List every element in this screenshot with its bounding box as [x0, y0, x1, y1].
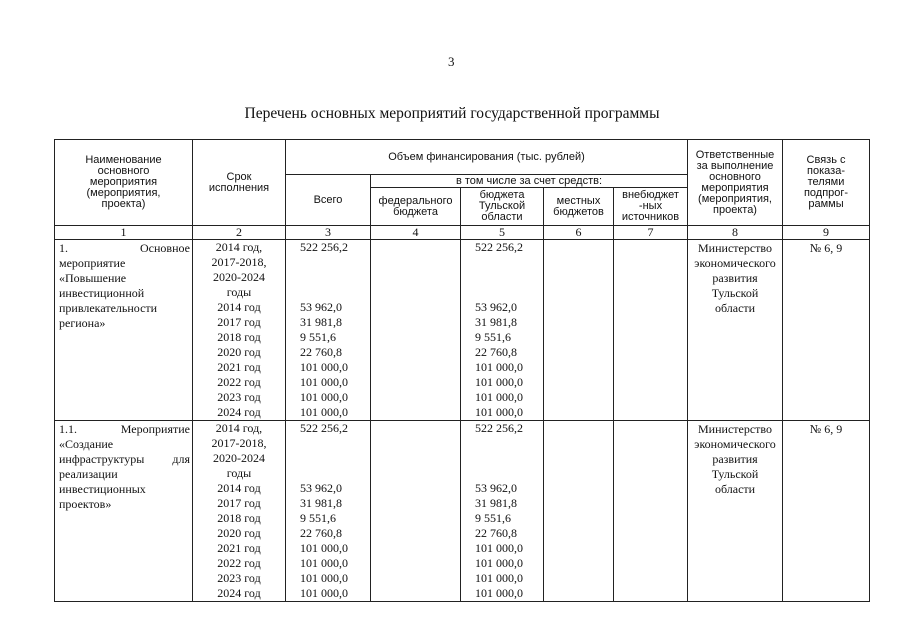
measure-name-line: инвестиционной [59, 286, 145, 300]
terms-line: 2020 год [217, 345, 261, 359]
link-cell: № 6, 9 [783, 421, 870, 602]
measure-name-line: инвестиционных [59, 482, 146, 496]
total-cell [286, 240, 371, 421]
regional-line [475, 270, 543, 285]
regional-line: 101 000,0 [475, 405, 523, 419]
responsible-line: экономического [694, 437, 776, 451]
header-responsible: Ответственные за выполнение основного мероприятия (мероприятия, проекта) [688, 140, 783, 226]
total-line [300, 270, 370, 285]
terms-line: 2023 год [217, 571, 261, 585]
total-line: 522 256,2 [300, 240, 348, 254]
responsible-cell [688, 421, 783, 602]
regional-line [475, 466, 543, 481]
header-link: Связь с показа- телями подпрог- раммы [783, 140, 870, 226]
measure-name-line: 1. Основное [59, 241, 190, 255]
terms-line: 2017 год [217, 496, 261, 510]
regional-line: 31 981,8 [475, 496, 517, 510]
regional-line: 22 760,8 [475, 526, 517, 540]
measure-name-line: реализации [59, 467, 118, 481]
terms-line: 2024 год [217, 405, 261, 419]
regional-cell [461, 421, 544, 602]
responsible-line: области [714, 301, 756, 315]
terms-line: 2022 год [217, 375, 261, 389]
column-number: 6 [544, 226, 614, 240]
total-line [300, 451, 370, 466]
offbudget-cell [614, 421, 688, 602]
header-offbudget: внебюджет -ных источников [614, 188, 688, 226]
terms-line: 2021 год [217, 541, 261, 555]
regional-cell [461, 240, 544, 421]
terms-line: 2023 год [217, 390, 261, 404]
measure-name-cell [55, 240, 193, 421]
total-line: 9 551,6 [300, 330, 336, 344]
header-total: Всего [286, 175, 371, 226]
regional-line [475, 285, 543, 300]
terms-line: 2020 год [217, 526, 261, 540]
terms-line: 2017-2018, [211, 436, 267, 450]
regional-line: 101 000,0 [475, 360, 523, 374]
measure-name-line: 1.1. Мероприятие [59, 422, 190, 436]
total-line: 31 981,8 [300, 315, 342, 329]
regional-line: 522 256,2 [475, 421, 523, 435]
term-cell [193, 240, 286, 421]
regional-line: 9 551,6 [475, 330, 511, 344]
responsible-cell [688, 240, 783, 421]
total-line: 522 256,2 [300, 421, 348, 435]
total-line: 9 551,6 [300, 511, 336, 525]
regional-line: 9 551,6 [475, 511, 511, 525]
header-financing: Объем финансирования (тыс. рублей) [286, 140, 688, 175]
offbudget-cell [614, 240, 688, 421]
terms-line: 2020-2024 [213, 270, 265, 284]
total-line: 101 000,0 [300, 541, 348, 555]
total-line: 53 962,0 [300, 300, 342, 314]
responsible-line: Тульской [711, 286, 759, 300]
responsible-line: Тульской [711, 467, 759, 481]
terms-line: 2018 год [217, 330, 261, 344]
column-number: 3 [286, 226, 371, 240]
table-row [55, 240, 870, 421]
link-cell: № 6, 9 [783, 240, 870, 421]
header-federal: федерального бюджета [371, 188, 461, 226]
local-cell [544, 421, 614, 602]
regional-line: 101 000,0 [475, 375, 523, 389]
column-number: 5 [461, 226, 544, 240]
measure-name-cell [55, 421, 193, 602]
terms-line: годы [226, 466, 252, 480]
term-cell [193, 421, 286, 602]
measure-name-line: «Создание [59, 437, 114, 451]
regional-line [475, 451, 543, 466]
federal-cell [371, 240, 461, 421]
terms-line: 2014 год, [215, 240, 263, 254]
terms-line: 2020-2024 [213, 451, 265, 465]
regional-line: 101 000,0 [475, 541, 523, 555]
responsible-line: развития [712, 452, 758, 466]
responsible-line: Министерство [698, 241, 773, 255]
regional-line: 101 000,0 [475, 390, 523, 404]
document-title: Перечень основных мероприятий государственной программы [244, 105, 660, 122]
total-line: 31 981,8 [300, 496, 342, 510]
total-line [300, 255, 370, 270]
local-cell [544, 240, 614, 421]
table-row [55, 421, 870, 602]
measures-table [54, 139, 870, 602]
header-local: местных бюджетов [544, 188, 614, 226]
terms-line: 2017 год [217, 315, 261, 329]
total-line: 101 000,0 [300, 556, 348, 570]
terms-line: 2021 год [217, 360, 261, 374]
total-line: 22 760,8 [300, 526, 342, 540]
terms-line: 2018 год [217, 511, 261, 525]
total-cell [286, 421, 371, 602]
terms-line: 2014 год, [215, 421, 263, 435]
header-regional: бюджета Тульской области [461, 188, 544, 226]
terms-line: 2014 год [217, 300, 261, 314]
total-line: 101 000,0 [300, 390, 348, 404]
total-line [300, 436, 370, 451]
measure-name-line: региона» [59, 316, 106, 330]
regional-line: 53 962,0 [475, 481, 517, 495]
measure-name-line: «Повышение [59, 271, 127, 285]
header-including: в том числе за счет средств: [371, 175, 688, 188]
column-number: 2 [193, 226, 286, 240]
column-number: 7 [614, 226, 688, 240]
measure-name-line: инфраструктуры для [59, 452, 190, 466]
regional-line: 101 000,0 [475, 556, 523, 570]
regional-line: 53 962,0 [475, 300, 517, 314]
header-name: Наименование основного мероприятия (мероприятия, проекта) [55, 140, 193, 226]
responsible-line: развития [712, 271, 758, 285]
total-line: 53 962,0 [300, 481, 342, 495]
header-term: Срок исполнения [193, 140, 286, 226]
total-line: 101 000,0 [300, 571, 348, 585]
column-number: 8 [688, 226, 783, 240]
total-line [300, 285, 370, 300]
responsible-line: экономического [694, 256, 776, 270]
total-line: 101 000,0 [300, 405, 348, 419]
total-line: 101 000,0 [300, 360, 348, 374]
measure-name-line: мероприятие [59, 256, 126, 270]
regional-line: 522 256,2 [475, 240, 523, 254]
regional-line [475, 436, 543, 451]
page-number: 3 [448, 54, 455, 69]
column-number: 4 [371, 226, 461, 240]
regional-line: 31 981,8 [475, 315, 517, 329]
measure-name-line: проектов» [59, 497, 112, 511]
terms-line: годы [226, 285, 252, 299]
federal-cell [371, 421, 461, 602]
regional-line: 101 000,0 [475, 586, 523, 600]
terms-line: 2017-2018, [211, 255, 267, 269]
total-line: 101 000,0 [300, 375, 348, 389]
regional-line: 101 000,0 [475, 571, 523, 585]
regional-line [475, 255, 543, 270]
terms-line: 2022 год [217, 556, 261, 570]
total-line: 22 760,8 [300, 345, 342, 359]
terms-line: 2024 год [217, 586, 261, 600]
regional-line: 22 760,8 [475, 345, 517, 359]
total-line [300, 466, 370, 481]
terms-line: 2014 год [217, 481, 261, 495]
measure-name-line: привлекательности [59, 301, 158, 315]
total-line: 101 000,0 [300, 586, 348, 600]
column-number: 9 [783, 226, 870, 240]
column-number: 1 [55, 226, 193, 240]
responsible-line: области [714, 482, 756, 496]
responsible-line: Министерство [698, 422, 773, 436]
